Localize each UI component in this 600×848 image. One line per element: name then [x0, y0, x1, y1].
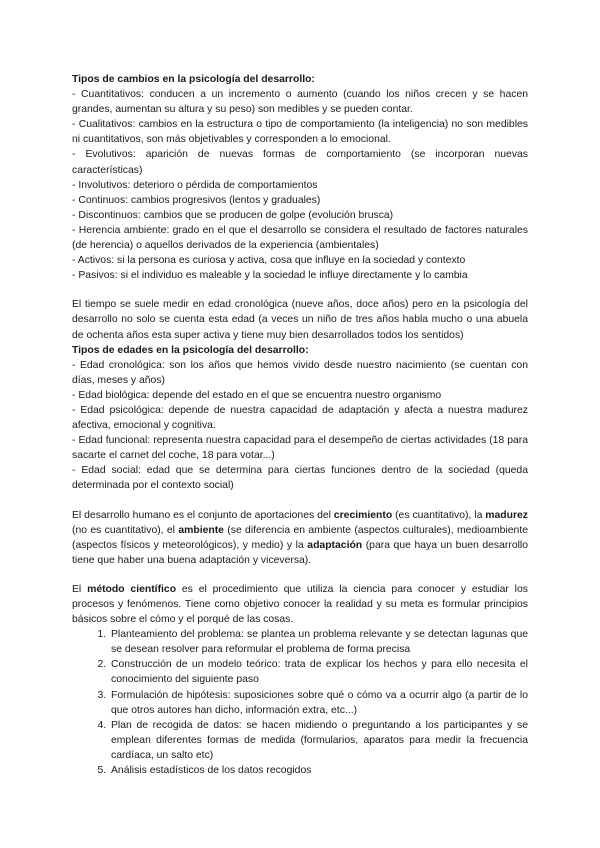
- change-type-item: - Involutivos: deterioro o pérdida de comportamientos: [72, 179, 318, 191]
- text-run: es el procedimiento que utiliza la ciencia para conocer y estudiar los procesos y fenómenos. Tiene como objetivo conocer la realidad y su meta es formular principios básicos sobre el cómo y el porqué de las cosas.: [72, 583, 528, 626]
- keyword-ambiente: ambiente: [178, 524, 224, 536]
- change-type-item: - Activos: si la persona es curiosa y activa, cosa que influye en la sociedad y contexto: [72, 255, 466, 267]
- text-run: (es cuantitativo), la: [392, 509, 486, 521]
- keyword-madurez: madurez: [485, 509, 528, 521]
- age-type-item: - Edad funcional: representa nuestra capacidad para el desempeño de ciertas actividades (18 para sacarte el carnet del coche, 18 para votar...): [72, 435, 528, 462]
- change-type-item: - Discontinuos: cambios que se producen de golpe (evolución brusca): [72, 209, 394, 221]
- method-step: 4. Plan de recogida de datos: se hacen midiendo o preguntando a los participantes y se emplean diferentes formas de medida (formularios, aparatos para medir la frecuencia cardíaca, un salto etc): [109, 718, 528, 763]
- section-heading-age-types: Tipos de edades en la psicología del desarrollo:: [72, 344, 309, 356]
- age-type-item: - Edad social: edad que se determina para ciertas funciones dentro de la sociedad (queda determinada por el contexto social): [72, 465, 528, 492]
- paragraph-spacer: [72, 283, 528, 297]
- age-type-item: - Edad cronológica: son los años que hemos vivido desde nuestro nacimiento (se cuentan con días, meses y años): [72, 359, 528, 386]
- scientific-method-steps: [72, 627, 528, 778]
- age-type-item: - Edad biológica: depende del estado en el que se encuentra nuestro organismo: [72, 389, 442, 401]
- change-type-item: - Continuos: cambios progresivos (lentos y graduales): [72, 194, 321, 206]
- keyword-metodo-cientifico: método científico: [87, 583, 177, 595]
- change-type-item: - Herencia ambiente: grado en el que el desarrollo se considera el resultado de factores naturales (de herencia) o aquellos derivados de la experiencia (ambientales): [72, 224, 528, 252]
- method-step: 3. Formulación de hipótesis: suposiciones sobre qué o cómo va a ocurrir algo (a partir de lo que otros autores han dicho, información extra, etc...): [109, 688, 528, 718]
- change-type-item: - Cualitativos: cambios en la estructura o tipo de comportamiento (la inteligencia) no son medibles ni cuantitativos, son más objetivables y corresponden a lo emocional.: [72, 119, 528, 146]
- method-step: 2. Construcción de un modelo teórico: trata de explicar los hechos y para ello necesita el conocimiento del siguiente paso: [109, 657, 528, 687]
- text-run: (para que haya un buen desarrollo tiene que haber una buena adaptación y viceversa).: [72, 539, 528, 566]
- method-step: 5. Análisis estadísticos de los datos recogidos: [109, 763, 528, 778]
- paragraph-spacer: [72, 568, 528, 582]
- keyword-crecimiento: crecimiento: [333, 509, 393, 521]
- section-heading-change-types: Tipos de cambios en la psicología del desarrollo:: [72, 74, 315, 85]
- text-run: (no es cuantitativo), el: [72, 524, 179, 536]
- document-page: [72, 72, 528, 778]
- method-step: 1. Planteamiento del problema: se plantea un problema relevante y se detectan lagunas que se desean resolver para reformular el problema de forma precisa: [109, 627, 528, 657]
- human-development-paragraph: [72, 508, 528, 568]
- keyword-adaptacion: adaptación: [307, 539, 363, 551]
- change-type-item: - Cuantitativos: conducen a un incremento o aumento (cuando los niños crecen y se hacen grandes, aumentan su altura y su peso) son medibles y se pueden contar.: [72, 89, 528, 116]
- change-type-item: - Pasivos: si el individuo es maleable y la sociedad le influye directamente y lo cambia: [72, 270, 468, 282]
- scientific-method-paragraph: [72, 582, 528, 627]
- text-run: El desarrollo humano es el conjunto de aportaciones del: [72, 509, 334, 521]
- text-run: El: [72, 583, 88, 595]
- age-type-item: - Edad psicológica: depende de nuestra capacidad de adaptación y afecta a nuestra madurez afectiva, emocional y cognitiva.: [72, 404, 528, 432]
- change-type-item: - Evolutivos: aparición de nuevas formas de comportamiento (se incorporan nuevas características): [72, 149, 528, 176]
- text-run: (se diferencia en ambiente (aspectos culturales), medioambiente (aspectos físicos y meteorológicos), y medio) y la: [72, 524, 528, 551]
- paragraph-spacer: [72, 494, 528, 508]
- age-intro-paragraph: El tiempo se suele medir en edad cronológica (nueve años, doce años) pero en la psicología del desarrollo no solo se cuenta esta edad (a veces un niño de tres años habla mucho o una abuela de ochenta años esta super activa y tiene muy bien desarrollados todos los sentidos): [72, 299, 528, 341]
